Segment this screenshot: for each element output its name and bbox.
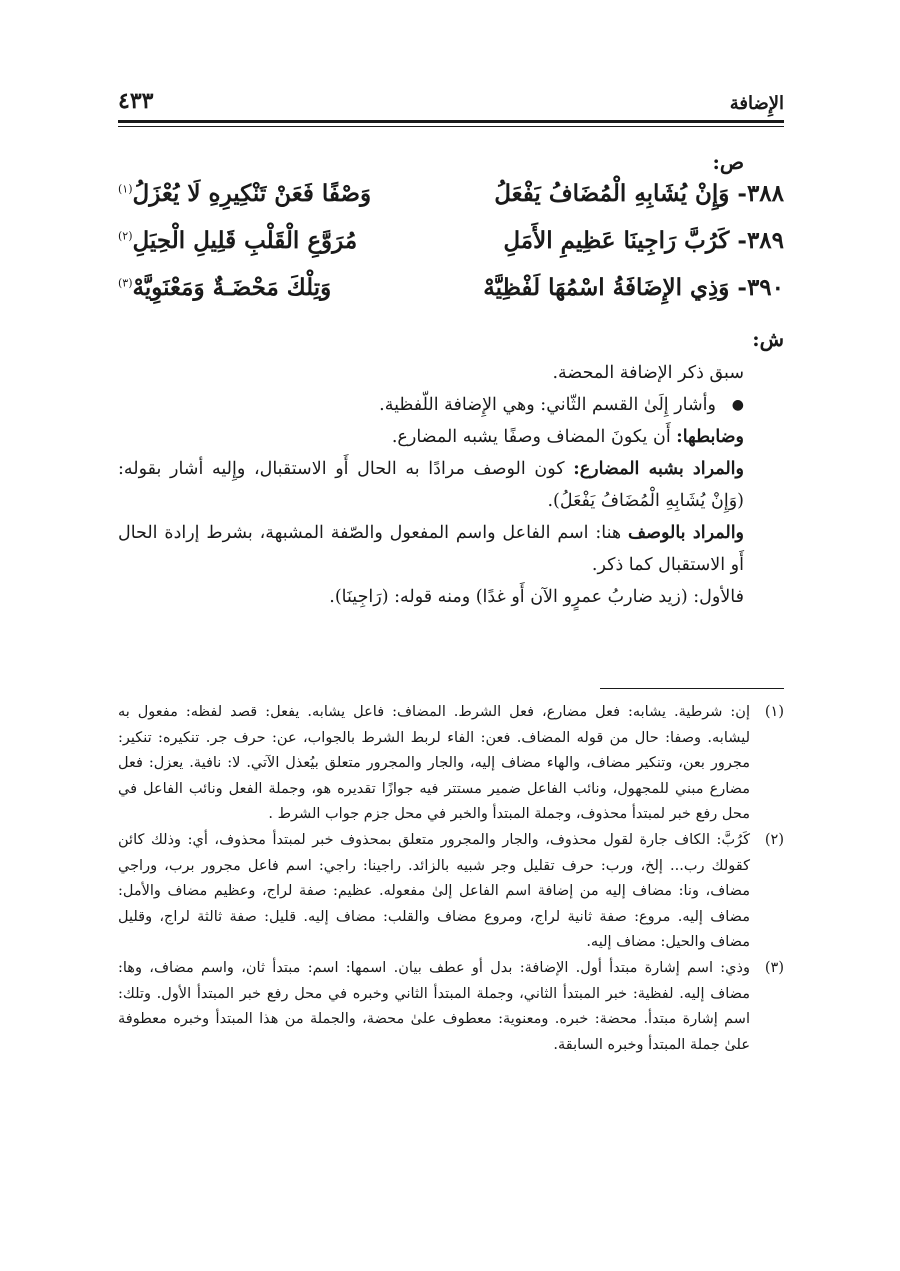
verse-second-hemistich <box>118 227 424 254</box>
term-definition: هنا: اسم الفاعل واسم المفعول والصّفة المشبهة، بشرط إرادة الحال أَو الاستقبال كما ذكر. <box>118 523 744 575</box>
term-definition: كون الوصف مرادًا به الحال أَو الاستقبال، وإِليه أشار بقوله: (وَإِنْ يُشَابِهِ الْمُضَافُ يَفْعَلُ). <box>118 459 744 511</box>
footnotes <box>118 700 784 1058</box>
page-number: ٤٣٣ <box>118 88 154 114</box>
header-rule-thin <box>118 126 784 127</box>
footnote <box>118 828 784 956</box>
term-bold: وضابطها: <box>676 427 744 447</box>
main-text <box>118 144 784 613</box>
term-definition: أَن يكونَ المضاف وصفًا يشبه المضارع. <box>391 427 677 447</box>
footnote-reference: (٣) <box>117 276 133 290</box>
commentary-paragraph <box>118 517 784 581</box>
footnote-separator <box>600 688 784 689</box>
term-bold: والمراد بالوصف <box>627 523 745 543</box>
footnote-text: إن: شرطية. يشابه: فعل مضارع، فعل الشرط. المضاف: فاعل يشابه. يفعل: قصد لفظه: مفعول به ليشابه. وصفا: حال من قوله المضاف. فعن: الفاء لربط الشرط بالجواب، عن: حرف جر. تنكيره: تنكير: مجرور بعن، وتنكير مضاف، والهاء مضاف إليه، والجار والمجرور متعلق بيُعذل الآتي. لا: نافية. يعزل: فعل مضارع مبني للمجهول، ونائب الفاعل ضمير مستتر فيه جوازًا تقديره هو، وجملة الفعل ونائب الفاعل في محل رفع خبر لمبتدأ محذوف، وجملة المبتدأ والخبر في محل جزم جواب الشرط . <box>118 704 750 823</box>
footnote-mark: (٣) <box>764 959 784 976</box>
verse-first-hemistich: وَإِنْ يُشَابِهِ الْمُضَافُ يَفْعَلُ <box>494 180 730 207</box>
running-header <box>118 86 784 114</box>
verse-number: ٣٩٠- <box>737 274 784 301</box>
footnote-text: كَرُبَّ: الكاف جارة لقول محذوف، والجار والمجرور متعلق بمحذوف خبر لمبتدأ محذوف، أي: وذلك كائن كقولك رب... إلخ، ورب: حرف تقليل وجر شبيه بالزائد. راجينا: راجي: اسم فاعل مجرور برب، وراجي مضاف، ونا: مضاف إليه من إضافة اسم الفاعل إلىٰ مفعوله. عظيم: صفة لراج، وعظيم مضاف والأمل: مضاف إليه. مروع: صفة ثانية لراج، ومروع مضاف والقلب: مضاف إليه. قليل: صفة ثالثة لراج، وقليل مضاف والحيل: مضاف إليه. <box>118 831 750 951</box>
footnote <box>118 956 784 1058</box>
commentary-paragraph: سبق ذكر الإضافة المحضة. <box>552 363 744 383</box>
verse-number: ٣٨٨- <box>737 180 784 207</box>
footnote-text: وذي: اسم إشارة مبتدأ أول. الإضافة: بدل أو عطف بيان. اسمها: اسم: مبتدأ ثان، واسم مضاف، وها: مضاف إليه. لفظية: خبر المبتدأ الثاني، وجملة المبتدأ الثاني وخبره في محل رفع خبر المبتدأ الأول. وتلك: اسم إشارة مبتدأ. محضة: خبره. ومعنوية: معطوف علىٰ محضة، والجملة من هذا المبتدأ وخبره معطوفة علىٰ جملة المبتدأ وخبره السابقة. <box>118 959 750 1053</box>
commentary-paragraph: فالأول: (زيد ضاربُ عمرٍو الآن أَو غدًا) ومنه قوله: (رَاجِينَا). <box>329 587 744 607</box>
label-shin: ش: <box>752 327 784 351</box>
footnote-reference: (١) <box>117 182 133 196</box>
verse-second-hemistich <box>118 274 424 301</box>
bullet-item <box>118 389 784 421</box>
commentary-paragraph <box>118 421 784 453</box>
bullet-text: وأشار إِلَىٰ القسم الثّاني: وهي الإِضافة اللّفظية. <box>379 395 716 415</box>
verse-line <box>118 180 784 227</box>
term-bold: والمراد بشبه المضارع: <box>573 459 744 479</box>
verse-line <box>118 274 784 321</box>
footnote-reference: (٢) <box>117 229 133 243</box>
chapter-title: الإِضافة <box>729 93 784 114</box>
verse-first-hemistich: كَرُبَّ رَاجِينَا عَظِيمِ الأَمَلِ <box>503 227 730 254</box>
verse-hemistich-text: وَتِلْكَ مَحْضَـةٌ وَمَعْنَوِيَّهْ <box>132 274 332 301</box>
header-rule-thick <box>118 120 784 123</box>
bullet-dot-icon: ● <box>731 397 744 413</box>
verse-number: ٣٨٩- <box>737 227 784 254</box>
footnote-mark: (٢) <box>764 831 784 848</box>
verse-hemistich-text: مُرَوَّعِ الْقَلْبِ قَلِيلِ الْحِيَلِ <box>132 227 358 254</box>
verse-first-hemistich: وَذِي الإِضَافَةُ اسْمُهَا لَفْظِيَّهْ <box>483 274 730 301</box>
footnote-mark: (١) <box>764 704 784 720</box>
verse-hemistich-text: وَصْفًا فَعَنْ تَنْكِيرِهِ لَا يُعْزَلُ <box>132 180 372 207</box>
label-sad: ص: <box>712 150 744 174</box>
verse-second-hemistich <box>118 180 424 207</box>
verse-line <box>118 227 784 274</box>
footnote <box>118 700 784 828</box>
commentary-paragraph <box>118 453 784 517</box>
